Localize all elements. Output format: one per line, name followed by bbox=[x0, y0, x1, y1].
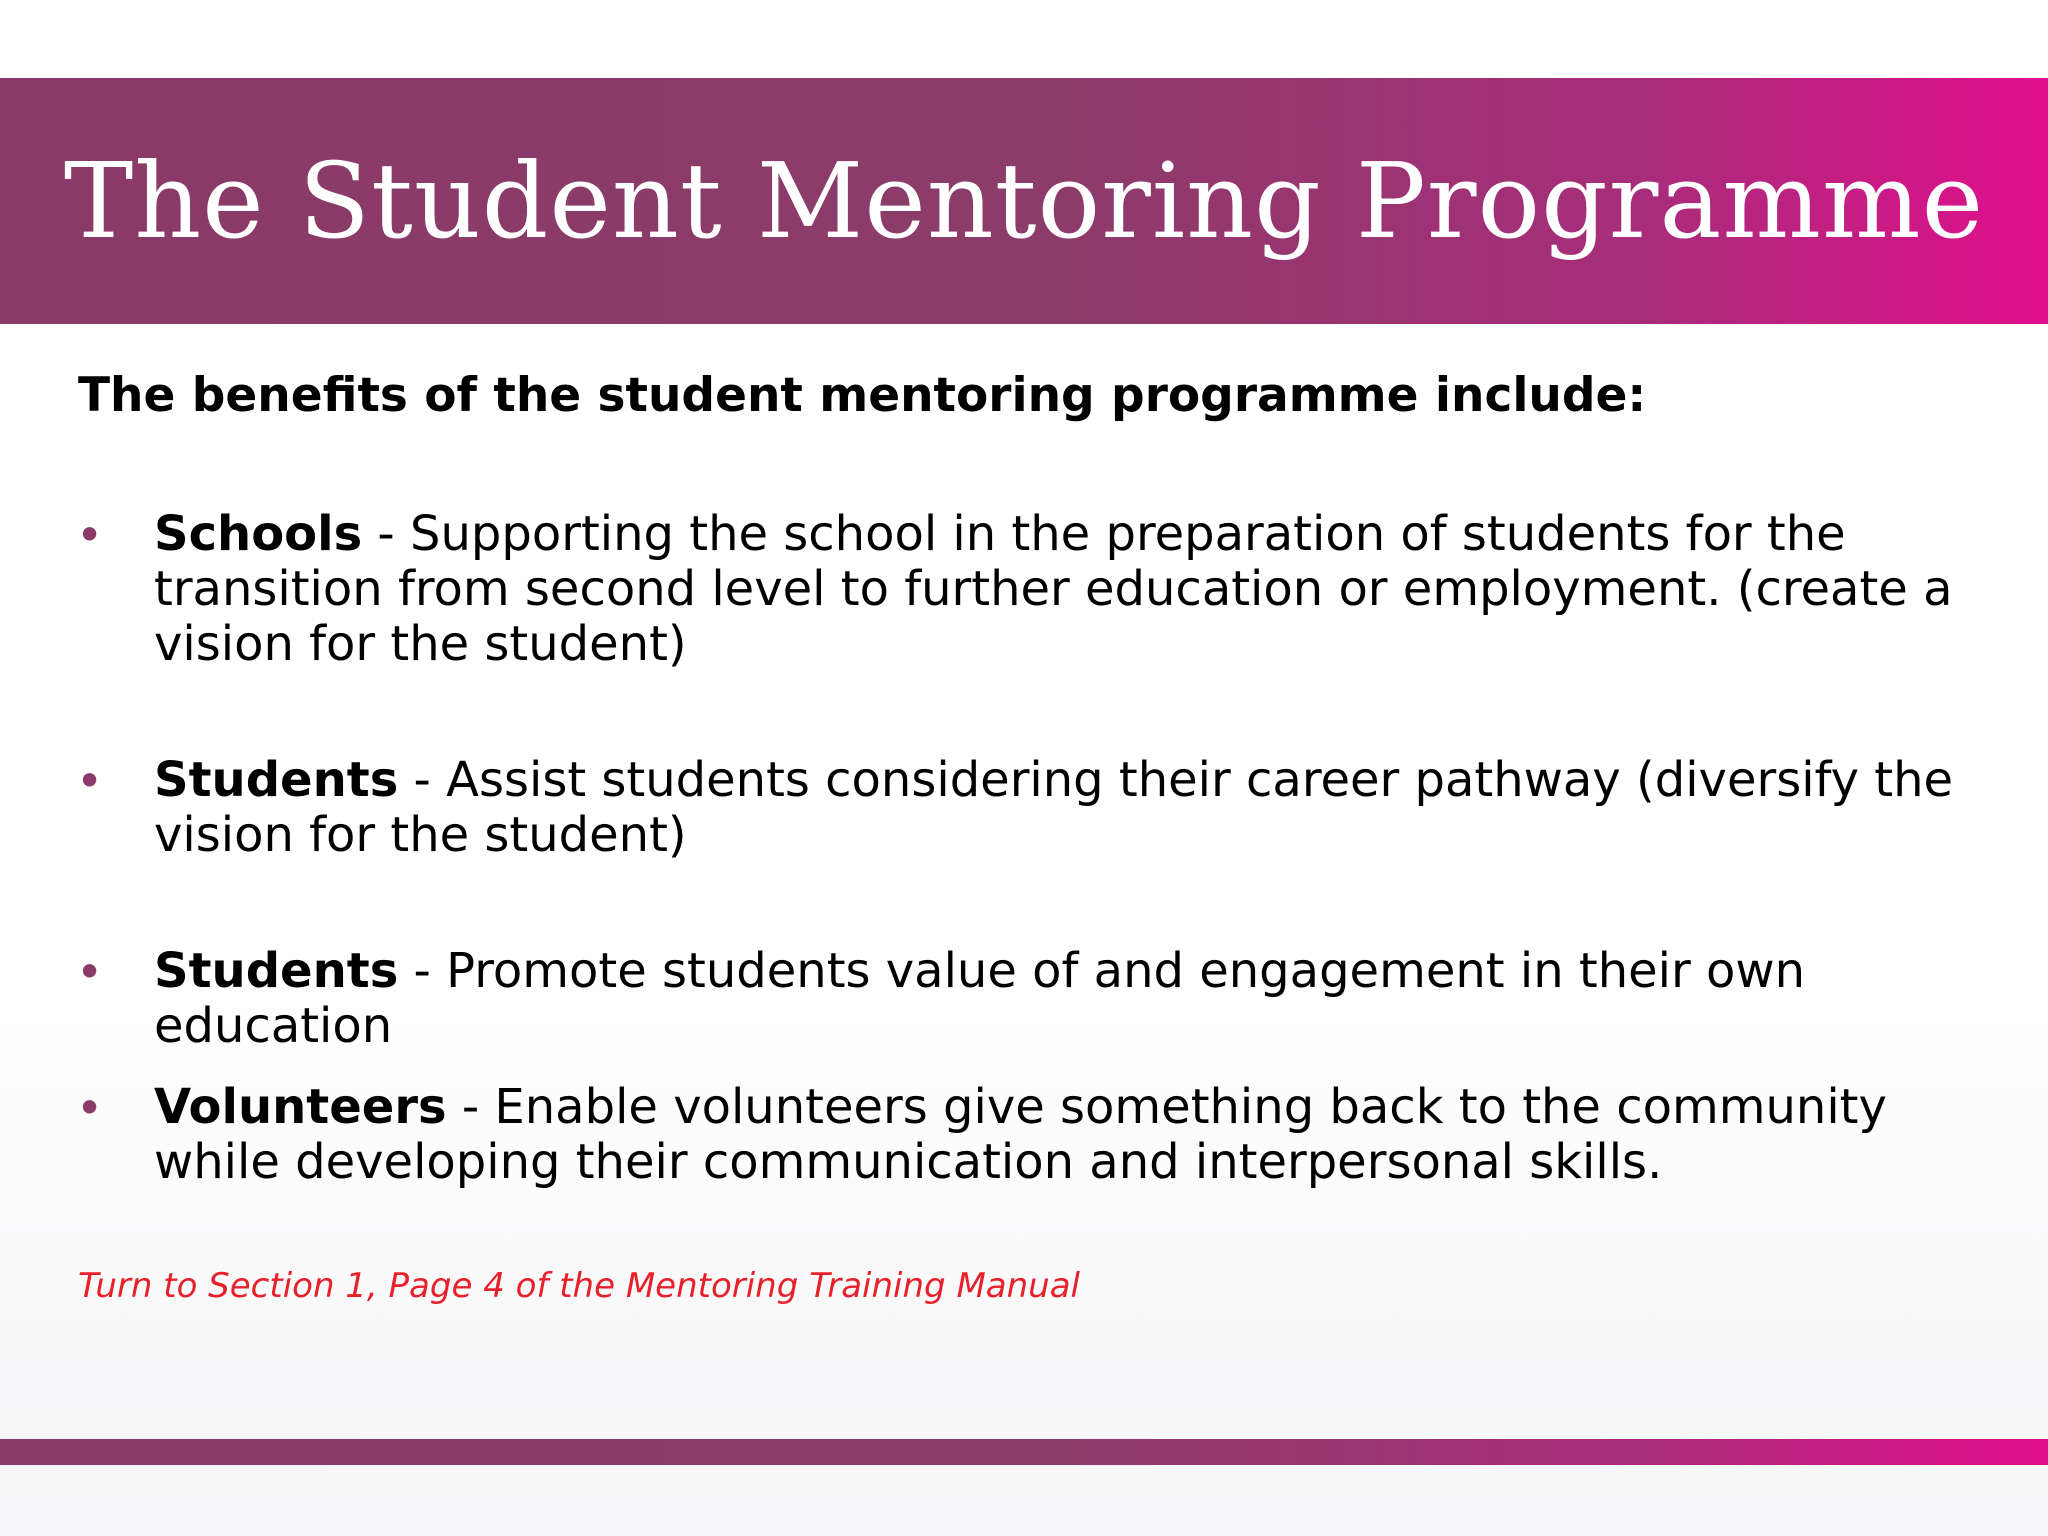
title-bar bbox=[0, 78, 2048, 324]
bullet-body: - Promote students value of and engagement in their own education bbox=[154, 943, 1806, 1054]
bullet-heading: Students bbox=[154, 752, 399, 808]
bullet-text bbox=[154, 944, 1984, 1054]
bullet-text bbox=[154, 507, 1984, 672]
slide-title: The Student Mentoring Programme bbox=[63, 140, 1985, 262]
footer-bar bbox=[0, 1439, 2048, 1465]
bullet-icon: • bbox=[76, 945, 104, 999]
bullet-heading: Volunteers bbox=[154, 1079, 447, 1135]
bullet-body: - Assist students considering their career pathway (diversify the vision for the student) bbox=[154, 752, 1954, 863]
bullet-icon: • bbox=[76, 508, 104, 562]
bullet-icon: • bbox=[76, 754, 104, 808]
bullet-text bbox=[154, 753, 1984, 863]
bullet-icon: • bbox=[76, 1081, 104, 1135]
bullet-body: - Enable volunteers give something back to the community while developing their communication and interpersonal skills. bbox=[154, 1079, 1887, 1190]
bullet-body: - Supporting the school in the preparation of students for the transition from second level to further education or employment. (create a vision for the student) bbox=[154, 506, 1953, 672]
bullet-heading: Schools bbox=[154, 506, 363, 562]
intro-text: The benefits of the student mentoring programme include: bbox=[78, 368, 1647, 423]
manual-reference-note: Turn to Section 1, Page 4 of the Mentoring Training Manual bbox=[78, 1266, 1080, 1306]
bullet-text bbox=[154, 1080, 1984, 1190]
bullet-heading: Students bbox=[154, 943, 399, 999]
